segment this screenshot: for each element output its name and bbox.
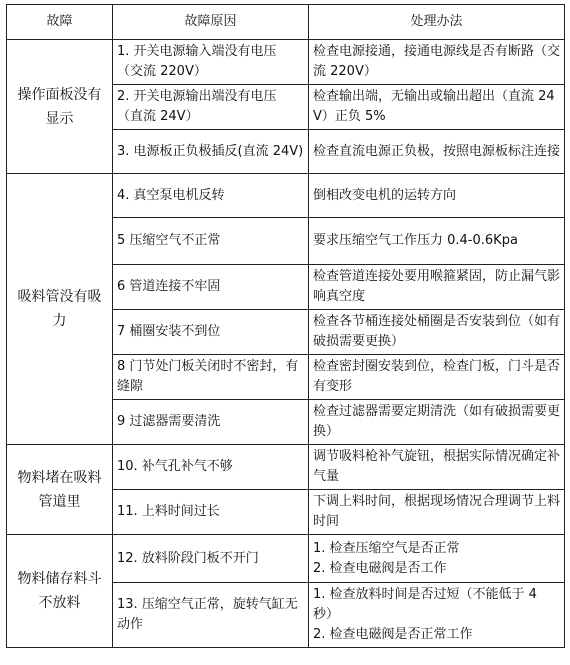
cause-cell: 9 过滤器需要清洗 [113, 400, 309, 445]
cause-cell: 6 管道连接不牢固 [113, 265, 309, 310]
method-cell: 检查各节桶连接处桶圈是否安装到位（如有破损需要更换） [309, 310, 565, 355]
fault-cell: 操作面板没有显示 [7, 40, 113, 174]
method-cell: 检查直流电源正负极，按照电源板标注连接 [309, 130, 565, 174]
cause-cell: 5 压缩空气不正常 [113, 218, 309, 265]
cause-cell: 8 门节处门板关闭时不密封，有缝隙 [113, 355, 309, 400]
cause-cell: 2. 开关电源输出端没有电压 （直流 24V） [113, 85, 309, 130]
header-cause: 故障原因 [113, 5, 309, 40]
method-cell: 检查输出端，无输出或输出超出（直流 24V）正负 5% [309, 85, 565, 130]
table-row [7, 40, 565, 85]
cause-cell: 7 桶圈安装不到位 [113, 310, 309, 355]
troubleshooting-table [6, 4, 565, 648]
cause-cell: 13. 压缩空气正常，旋转气缸无动作 [113, 583, 309, 648]
fault-cell: 物料堵在吸料管道里 [7, 445, 113, 535]
method-cell: 1. 检查放料时间是否过短（不能低于 4 秒） 2. 检查电磁阀是否正常工作 [309, 583, 565, 648]
cause-cell: 4. 真空泵电机反转 [113, 174, 309, 218]
method-cell: 检查密封圈安装到位，检查门板，门斗是否有变形 [309, 355, 565, 400]
method-cell: 1. 检查压缩空气是否正常 2. 检查电磁阀是否工作 [309, 535, 565, 583]
table-row [7, 174, 565, 218]
method-cell: 调节吸料枪补气旋钮，根据实际情况确定补气量 [309, 445, 565, 490]
cause-cell: 1. 开关电源输入端没有电压 （交流 220V） [113, 40, 309, 85]
cause-cell: 12. 放料阶段门板不开门 [113, 535, 309, 583]
fault-cell: 吸料管没有吸力 [7, 174, 113, 445]
fault-cell: 物料储存料斗不放料 [7, 535, 113, 648]
cause-cell: 11. 上料时间过长 [113, 490, 309, 535]
header-row [7, 5, 565, 40]
method-cell: 检查管道连接处要用喉箍紧固，防止漏气影响真空度 [309, 265, 565, 310]
table-row [7, 535, 565, 583]
method-cell: 要求压缩空气工作压力 0.4-0.6Kpa [309, 218, 565, 265]
method-cell: 倒相改变电机的运转方向 [309, 174, 565, 218]
header-fault: 故障 [7, 5, 113, 40]
method-cell: 检查过滤器需要定期清洗（如有破损需要更换） [309, 400, 565, 445]
cause-cell: 3. 电源板正负极插反(直流 24V) [113, 130, 309, 174]
table-row [7, 445, 565, 490]
cause-cell: 10. 补气孔补气不够 [113, 445, 309, 490]
header-method: 处理办法 [309, 5, 565, 40]
method-cell: 下调上料时间，根据现场情况合理调节上料时间 [309, 490, 565, 535]
method-cell: 检查电源接通，接通电源线是否有断路（交流 220V） [309, 40, 565, 85]
